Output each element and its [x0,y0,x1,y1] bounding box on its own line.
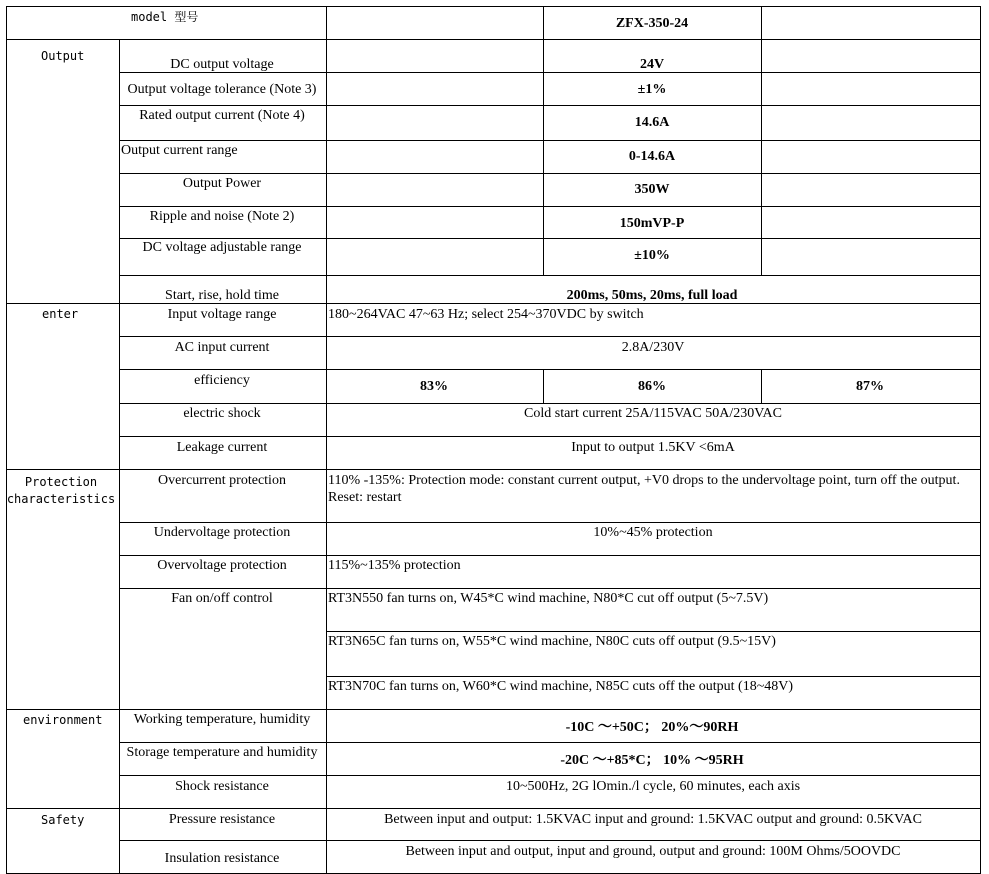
table-rule [6,469,981,470]
table-rule [119,403,981,404]
row-value: 150mVP-P [619,216,685,231]
efficiency-value: 87% [856,379,884,394]
table-rule [119,775,981,776]
row-value: 180~264VAC 47~63 Hz; select 254~370VDC by switch [328,307,644,322]
section-name-input: enter [42,307,79,321]
row-value: Between input and output: 1.5KVAC input and ground: 1.5KVAC output and ground: 0.5KVAC [384,812,922,827]
row-value: Reset: restart [328,490,402,505]
fan-control-value: RT3N550 fan turns on, W45*C wind machine, N80*C cut off output (5~7.5V) [328,591,769,606]
row-value: Cold start current 25A/115VAC 50A/230VAC [524,406,782,421]
row-label: Output Power [182,176,262,191]
table-rule [326,631,981,632]
row-value: Between input and output, input and ground, output and ground: 100M Ohms/5OOVDC [405,844,901,859]
row-value: 200ms, 50ms, 20ms, full load [566,288,738,303]
table-rule [761,370,762,404]
table-rule [119,336,981,337]
table-rule [761,6,762,276]
row-label: Ripple and noise (Note 2) [149,209,295,224]
section-name-safety: Safety [41,813,85,827]
row-label: Start, rise, hold time [165,288,279,303]
table-rule [119,436,981,437]
row-label: Input voltage range [167,307,277,322]
row-label: efficiency [194,373,250,388]
row-label: Rated output current (Note 4) [139,108,305,123]
fan-control-value: RT3N70C fan turns on, W60*C wind machine, N85C cuts off the output (18~48V) [328,679,794,694]
table-rule [543,6,544,276]
table-rule [119,140,981,141]
model-label: model 型号 [131,10,199,24]
row-label: Working temperature, humidity [133,712,311,727]
table-rule [119,369,981,370]
row-value: ±10% [634,248,670,263]
row-value: Input to output 1.5KV <6mA [571,440,735,455]
row-label: Output voltage tolerance (Note 3) [127,82,317,97]
row-label: Insulation resistance [164,851,280,866]
section-name-protection: Protection [24,475,98,489]
section-name-output: Output [41,49,85,63]
table-rule [6,39,981,40]
table-rule [119,522,981,523]
model-value: ZFX-350-24 [615,16,689,31]
row-label: Overcurrent protection [158,473,286,488]
table-rule [119,40,120,874]
row-label: electric shock [183,406,261,421]
efficiency-value: 83% [420,379,448,394]
table-rule [119,206,981,207]
row-label: Overvoltage protection [157,558,287,573]
row-label: Output current range [121,143,238,158]
row-value: 24V [639,57,665,72]
row-value: 0-14.6A [628,149,676,164]
row-value: 110% -135%: Protection mode: constant current output, +V0 drops to the undervoltage point, turn off the output. [328,473,960,488]
row-value: 115%~135% protection [328,558,461,573]
table-rule [6,303,981,304]
table-rule [119,742,981,743]
row-label: Pressure resistance [168,812,276,827]
table-rule [543,370,544,404]
fan-control-value: RT3N65C fan turns on, W55*C wind machine, N80C cuts off output (9.5~15V) [328,634,776,649]
row-label: AC input current [174,340,270,355]
table-rule [6,709,981,710]
table-border [6,6,7,874]
row-value: ±1% [637,82,667,97]
table-rule [326,6,327,874]
table-rule [119,105,981,106]
row-label: Storage temperature and humidity [126,745,318,760]
row-label: Shock resistance [175,779,269,794]
table-border [980,6,981,874]
row-label: Undervoltage protection [153,525,291,540]
table-rule [6,6,981,7]
row-value: 14.6A [634,115,670,130]
row-value: 2.8A/230V [621,340,685,355]
section-name-protection: characteristics [6,492,116,506]
row-value: 10%~45% protection [593,525,713,540]
table-rule [119,173,981,174]
section-name-environment: environment [23,713,103,727]
table-rule [6,808,981,809]
table-rule [119,555,981,556]
table-rule [119,275,981,276]
row-value: 350W [634,182,670,197]
table-rule [119,840,981,841]
row-label: Fan on/off control [171,591,273,606]
row-value: -10C ～+50C； 20%～90RH [565,720,739,735]
row-label: DC output voltage [170,57,274,72]
table-rule [119,588,981,589]
row-label: DC voltage adjustable range [142,240,302,255]
efficiency-value: 86% [638,379,666,394]
row-label: Leakage current [176,440,268,455]
table-rule [326,676,981,677]
row-value: 10~500Hz, 2G lOmin./l cycle, 60 minutes, each axis [505,779,801,794]
row-value: -20C ～+85*C； 10% ～95RH [560,753,744,768]
